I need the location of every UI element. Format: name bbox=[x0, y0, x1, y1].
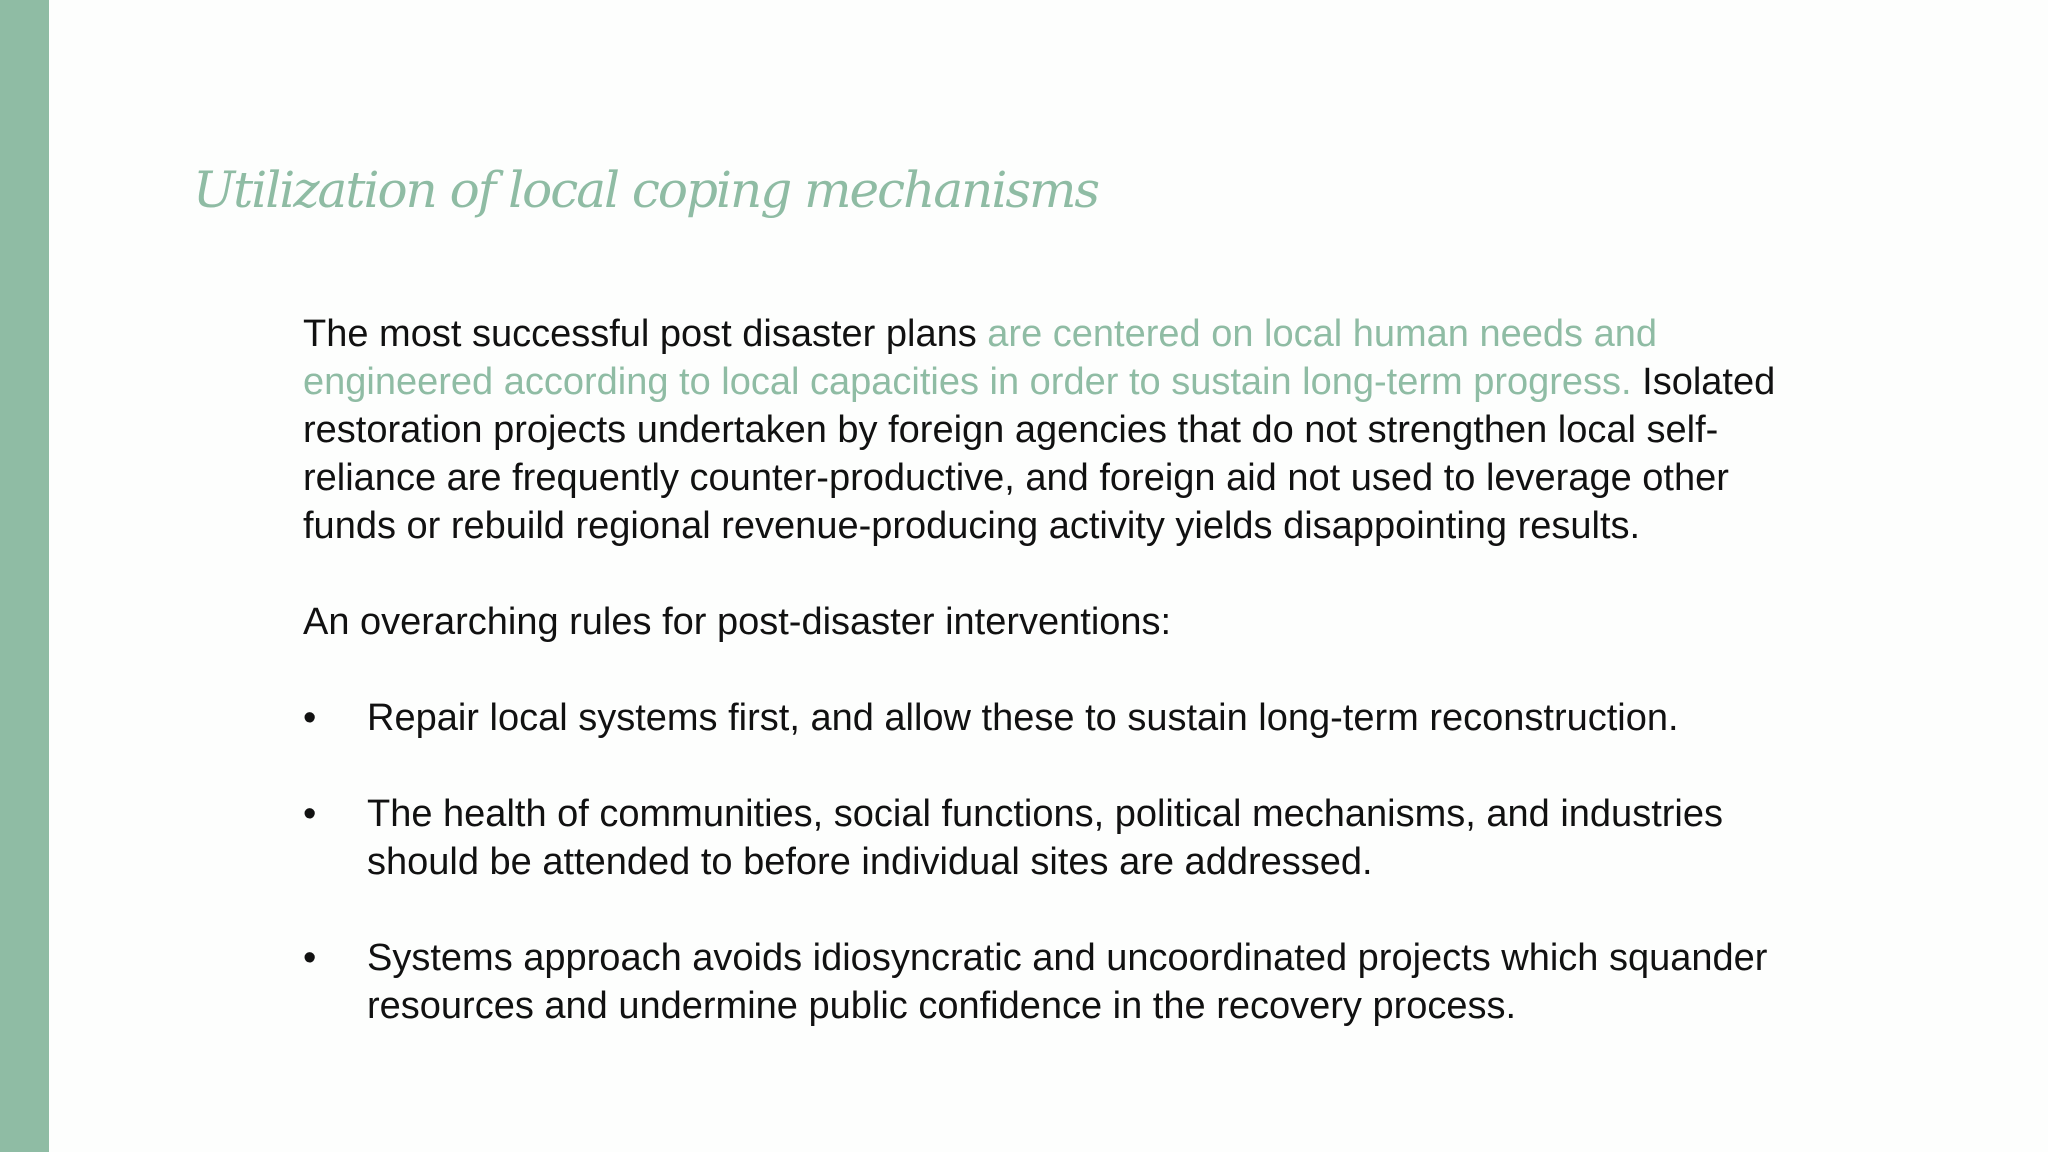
bullet-text: The health of communities, social functions, political mechanisms, and industries should be attended to before individual sites are addressed. bbox=[367, 793, 1723, 883]
bullet-icon: • bbox=[303, 937, 317, 979]
intro-highlight-text: are centered on local human needs and engineered according to local capacities in order to sustain long-term progress. bbox=[303, 313, 1657, 403]
intro-rest-text: Isolated restoration projects undertaken by foreign agencies that do not strengthen local self-reliance are frequently counter-productive, and foreign aid not used to leverage other funds or rebuild regional revenue-producing activity yields disappointing results. bbox=[303, 361, 1776, 547]
slide-body bbox=[303, 310, 1783, 1078]
slide-title: Utilization of local coping mechanisms bbox=[193, 161, 1099, 219]
bullet-text: Repair local systems first, and allow these to sustain long-term reconstruction. bbox=[367, 697, 1679, 739]
bullet-icon: • bbox=[303, 697, 317, 739]
list-item bbox=[303, 934, 1783, 1030]
list-item bbox=[303, 694, 1783, 742]
bullet-icon: • bbox=[303, 793, 317, 835]
intro-paragraph bbox=[303, 310, 1783, 550]
intro-lead-text: The most successful post disaster plans bbox=[303, 313, 988, 355]
rules-heading: An overarching rules for post-disaster interventions: bbox=[303, 601, 1172, 643]
rules-list bbox=[303, 694, 1783, 1030]
list-item bbox=[303, 790, 1783, 886]
bullet-text: Systems approach avoids idiosyncratic and uncoordinated projects which squander resources and undermine public confidence in the recovery process. bbox=[367, 937, 1768, 1027]
accent-side-bar bbox=[0, 0, 49, 1152]
